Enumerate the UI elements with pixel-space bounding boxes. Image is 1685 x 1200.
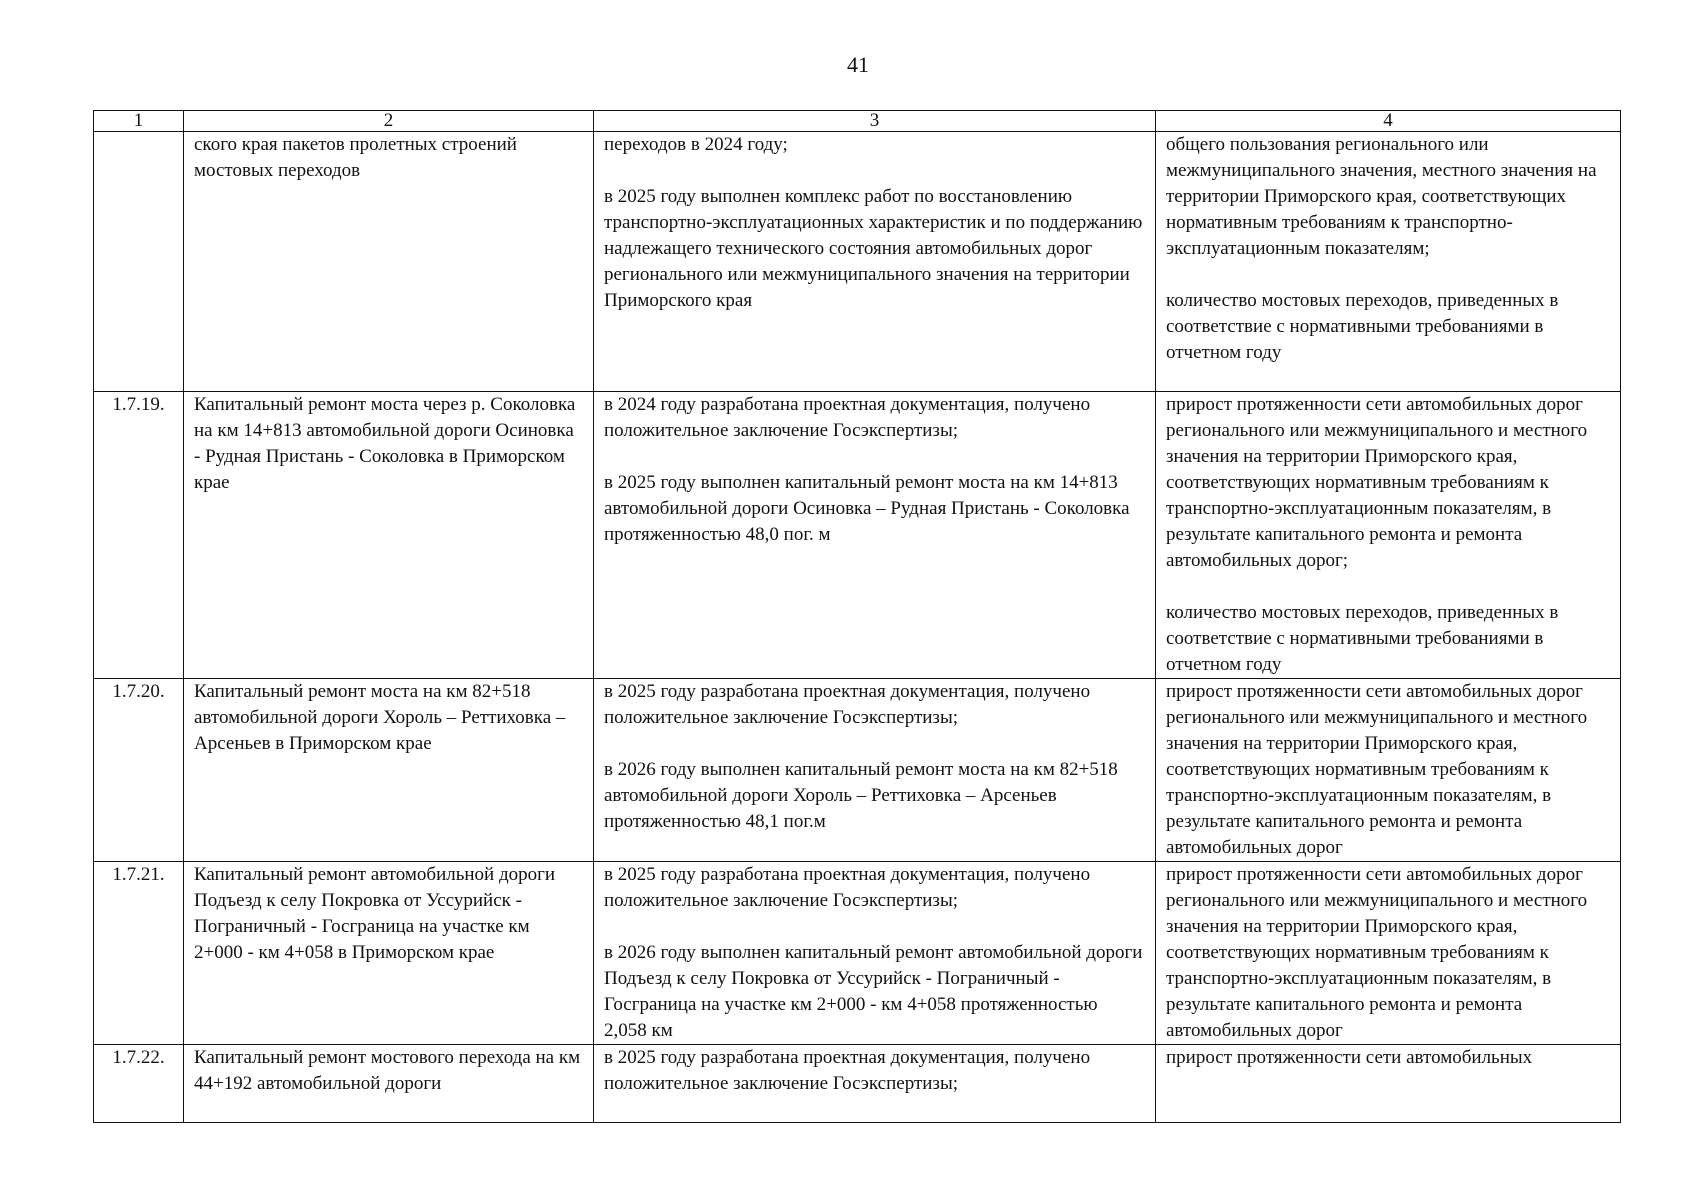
indicator [1156,1045,1621,1123]
table-header-row [94,111,1621,132]
table-row [94,1045,1621,1123]
expected-result [594,679,1156,862]
expected-result [594,1045,1156,1123]
measure-name: ского края пакетов пролетных строений мостовых переходов [184,132,594,392]
table-row [94,132,1621,392]
row-number [94,132,184,392]
indicator [1156,862,1621,1045]
measure-name: Капитальный ремонт моста на км 82+518 автомобильной дороги Хороль – Реттиховка – Арсеньев в Приморском крае [184,679,594,862]
indicator-paragraph: общего пользования регионального или межмуниципального значения, местного значения на территории Приморского края, соответствующих нормативным требованиям к транспортно-эксплуатационным показателям; [1166,134,1597,259]
column-header-3: 3 [594,111,1156,132]
column-header-4: 4 [1156,111,1621,132]
result-paragraph: в 2026 году выполнен капитальный ремонт моста на км 82+518 автомобильной дороги Хороль – Реттиховка – Арсеньев протяженностью 48,1 пог.м [604,759,1118,832]
row-number: 1.7.22. [94,1045,184,1123]
indicator [1156,392,1621,679]
page-number: 41 [847,52,869,77]
indicator-paragraph: прирост протяженности сети автомобильных [1166,1047,1533,1068]
result-paragraph: в 2026 году выполнен капитальный ремонт автомобильной дороги Подъезд к селу Покровка от Уссурийск - Пограничный - Госграница на участке км 2+000 - км 4+058 протяженностью 2,058 км [604,942,1143,1041]
table-row [94,862,1621,1045]
indicator-paragraph: прирост протяженности сети автомобильных дорог регионального или межмуниципального и местного значения на территории Приморского края, соответствующих нормативным требованиям к транспортно-эксплуатационным показателям, в результате капитального ремонта и ремонта автомобильных дорог [1166,681,1588,858]
expected-result [594,862,1156,1045]
table-row [94,392,1621,679]
expected-result [594,392,1156,679]
indicator-paragraph: прирост протяженности сети автомобильных дорог регионального или межмуниципального и местного значения на территории Приморского края, соответствующих нормативным требованиям к транспортно-эксплуатационным показателям, в результате капитального ремонта и ремонта автомобильных дорог [1166,864,1588,1041]
indicator-paragraph: прирост протяженности сети автомобильных дорог регионального или межмуниципального и местного значения на территории Приморского края, соответствующих нормативным требованиям к транспортно-эксплуатационным показателям, в результате капитального ремонта и ремонта автомобильных дорог; [1166,394,1588,571]
measure-name: Капитальный ремонт автомобильной дороги Подъезд к селу Покровка от Уссурийск - Пограничный - Госграница на участке км 2+000 - км 4+058 в Приморском крае [184,862,594,1045]
result-paragraph: в 2024 году разработана проектная документация, получено положительное заключение Госэкспертизы; [604,394,1091,441]
expected-result [594,132,1156,392]
measure-name: Капитальный ремонт мостового перехода на км 44+192 автомобильной дороги [184,1045,594,1123]
indicator-paragraph: количество мостовых переходов, приведенных в соответствие с нормативными требованиями в отчетном году [1166,290,1559,363]
indicator [1156,132,1621,392]
indicator [1156,679,1621,862]
result-paragraph: переходов в 2024 году; [604,134,788,155]
program-measures-table [93,110,1621,1123]
result-paragraph: в 2025 году выполнен комплекс работ по восстановлению транспортно-эксплуатационных характеристик и по поддержанию надлежащего технического состояния автомобильных дорог регионального или межмуниципального значения на территории Приморского края [604,186,1143,311]
result-paragraph: в 2025 году разработана проектная документация, получено положительное заключение Госэкспертизы; [604,1047,1091,1094]
row-number: 1.7.20. [94,679,184,862]
result-paragraph: в 2025 году разработана проектная документация, получено положительное заключение Госэкспертизы; [604,681,1091,728]
result-paragraph: в 2025 году выполнен капитальный ремонт моста на км 14+813 автомобильной дороги Осиновка – Рудная Пристань - Соколовка протяженностью 48,0 пог. м [604,472,1130,545]
measure-name: Капитальный ремонт моста через р. Соколовка на км 14+813 автомобильной дороги Осиновка - Рудная Пристань - Соколовка в Приморском крае [184,392,594,679]
table-row [94,679,1621,862]
result-paragraph: в 2025 году разработана проектная документация, получено положительное заключение Госэкспертизы; [604,864,1091,911]
indicator-paragraph: количество мостовых переходов, приведенных в соответствие с нормативными требованиями в отчетном году [1166,602,1559,675]
column-header-1: 1 [94,111,184,132]
row-number: 1.7.21. [94,862,184,1045]
column-header-2: 2 [184,111,594,132]
row-number: 1.7.19. [94,392,184,679]
